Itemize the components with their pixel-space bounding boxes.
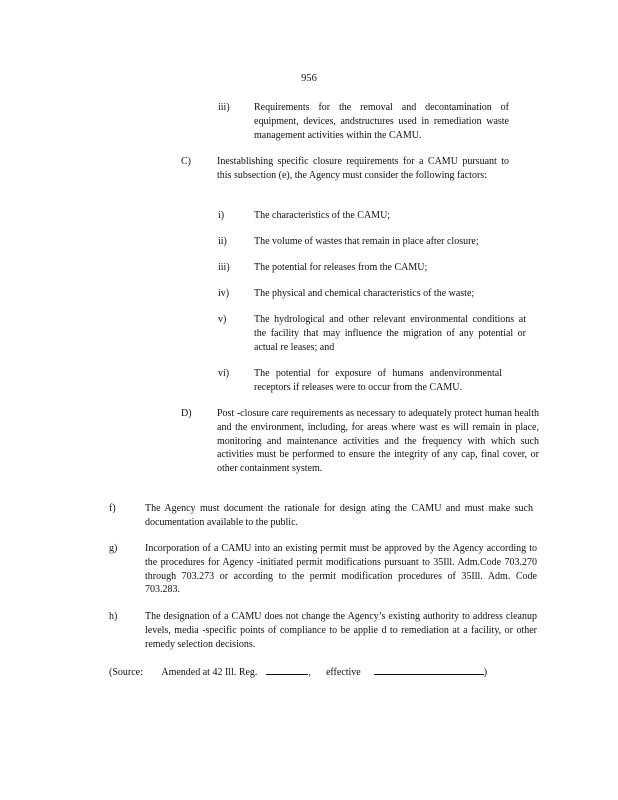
- item-text: The designation of a CAMU does not change the Agency’s existing authority to address cleanup levels, media -specific points of compliance to be applie d to remediation at a facility, or other remedy selection decisions.: [145, 611, 537, 650]
- item-text: Requirements for the removal and decontamination of equipment, devices, andstructures used in remediation waste management activities within the CAMU.: [254, 102, 509, 141]
- item-marker: D): [181, 408, 192, 419]
- effective-date-blank: [374, 664, 484, 675]
- page-number: 956: [301, 73, 317, 84]
- source-open: (Source:: [109, 667, 143, 678]
- item-marker: iii): [218, 262, 230, 273]
- item-marker: C): [181, 156, 191, 167]
- item-text: The physical and chemical characteristics of the waste;: [254, 288, 475, 299]
- source-close: ): [483, 667, 488, 678]
- item-text: Incorporation of a CAMU into an existing permit must be approved by the Agency according to the procedures for Agency -initiated permit modifications pursuant to 35Ill. Adm.Code 703.270 through 703.273 or according to the permit modification procedures of 35Ill. Adm. Code 703.283.: [145, 543, 537, 596]
- item-marker: f): [109, 503, 116, 514]
- item-marker: v): [218, 314, 227, 325]
- item-text: The potential for releases from the CAMU;: [254, 262, 428, 273]
- item-text: Inestablishing specific closure requirements for a CAMU pursuant to this subsection (e), the Agency must consider the following factors:: [217, 156, 509, 181]
- item-text: The characteristics of the CAMU;: [254, 210, 391, 221]
- item-text: The hydrological and other relevant environmental conditions at the facility that may influence the migration of any potential or actual re leases; and: [254, 314, 526, 353]
- item-marker: iv): [218, 288, 230, 299]
- item-marker: iii): [218, 102, 230, 113]
- source-amended: Amended at 42 Ill. Reg.: [161, 667, 258, 678]
- item-text: Post -closure care requirements as necessary to adequately protect human health and the environment, including, for areas where wast es will remain in place, monitoring and maintenance activities and the frequency with which such activities must be performed to ensure the integrity of any cap, final cover, or other containment system.: [217, 408, 539, 475]
- source-comma: ,: [308, 667, 311, 678]
- item-text: The potential for exposure of humans andenvironmental receptors if releases were to occur from the CAMU.: [254, 368, 502, 393]
- item-text: The volume of wastes that remain in place after closure;: [254, 236, 479, 247]
- item-marker: vi): [218, 368, 230, 379]
- reg-page-blank: [266, 664, 308, 675]
- source-effective: effective: [325, 667, 361, 678]
- item-marker: ii): [218, 236, 227, 247]
- item-marker: i): [218, 210, 225, 221]
- item-text: The Agency must document the rationale for design ating the CAMU and must make such documentation available to the public.: [145, 503, 533, 528]
- source-note: [109, 664, 529, 680]
- item-marker: h): [109, 611, 118, 622]
- item-marker: g): [109, 543, 118, 554]
